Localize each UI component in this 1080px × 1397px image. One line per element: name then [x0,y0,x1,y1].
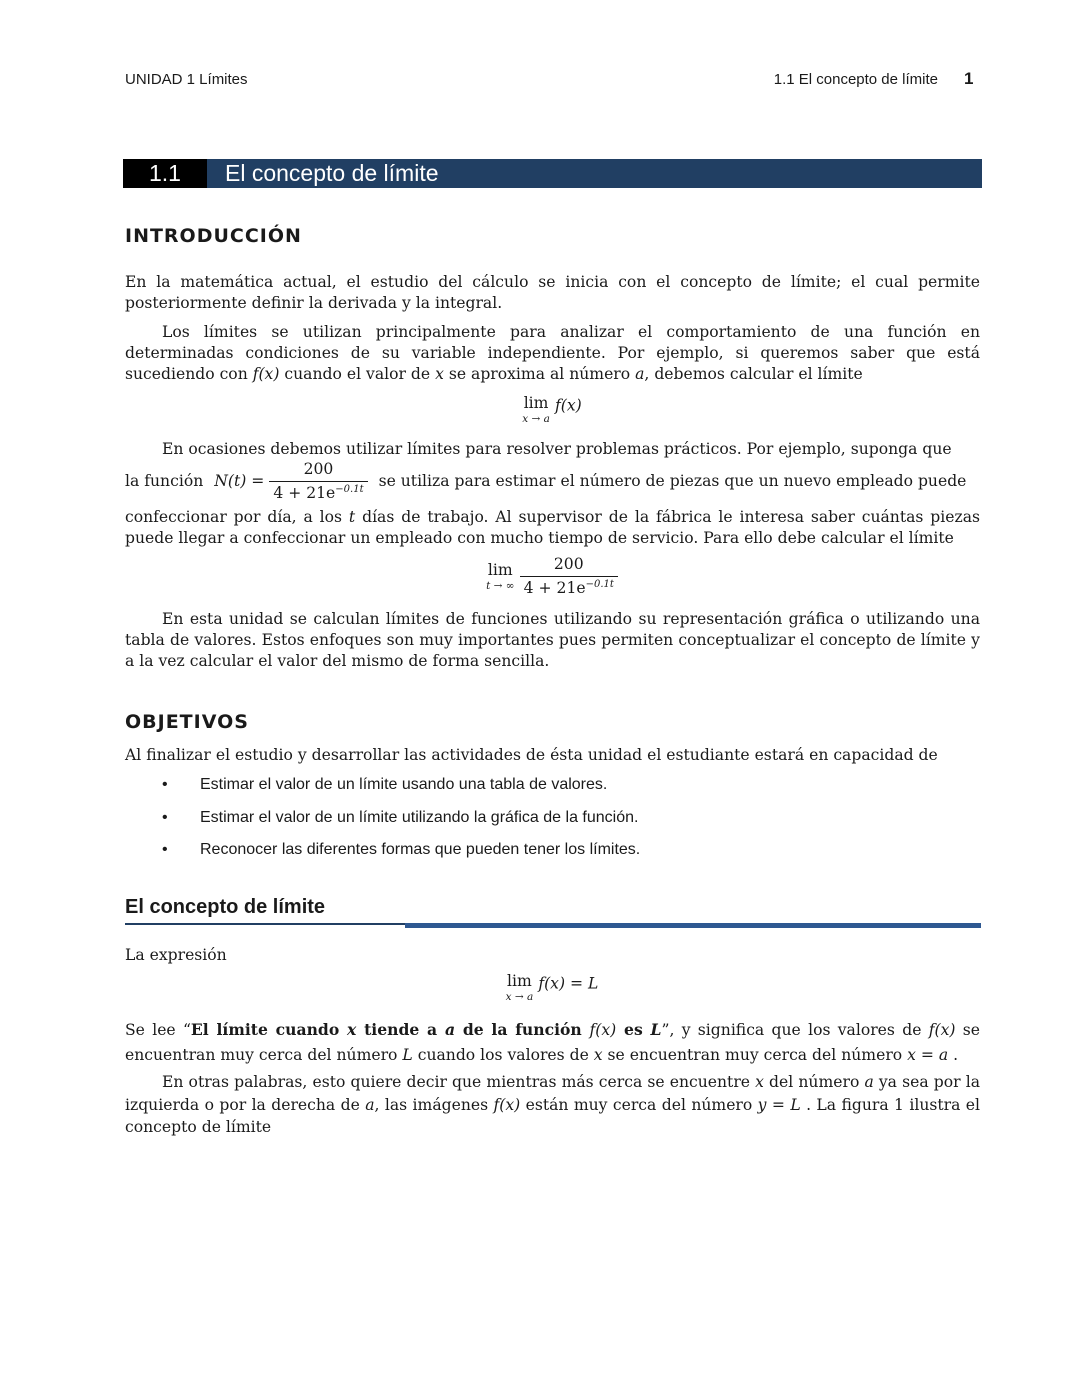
equation-limit-equals-L: lim x → a f(x) = L [505,972,599,1003]
page-number: 1 [964,69,974,88]
objetivos-intro: Al finalizar el estudio y desarrollar las actividades de ésta unidad el estudiante estará en capacidad de [125,746,938,764]
concepto-paragraph-1: La expresión [125,946,227,964]
list-item: • Estimar el valor de un límite utilizando la gráfica de la función. [125,809,980,842]
running-header-section: 1.1 El concepto de límite [773,71,938,88]
heading-el-concepto-de-limite: El concepto de límite [125,896,326,918]
heading-rule-blue [405,923,981,928]
list-item: • Estimar el valor de un límite usando una tabla de valores. [125,776,980,809]
equation-limit-t-to-infinity: lim t → ∞ $\frac{200}{4 + 21e^{-0.1t}}$ [0,556,1080,598]
running-header-unit: UNIDAD 1 Límites [125,71,248,88]
intro-paragraph-1: En la matemática actual, el estudio del cálculo se inicia con el concepto de límite; el cual permite posteriormente definir la derivada y la integral. [125,273,980,312]
intro-paragraph-3-rest: confeccionar por día, a los t días de trabajo. Al supervisor de la fábrica le interesa saber cuántas piezas puede llegar a confeccionar un empleado con mucho tiempo de servicio. Para ello debe calcular el límite [125,508,980,547]
fraction-N-of-t: $\frac{200}{4 + 21e^{-0.1t}}$ [269,461,367,503]
intro-paragraph-3-function: la función N(t) = $\frac{200}{4 + 21e^{-0.1t}}$ se utiliza para estimar el número de piezas que un nuevo empleado puede [125,460,967,503]
equation-limit-x-to-a: lim x → a f(x) [522,394,582,425]
objetivos-list [125,776,980,874]
concepto-paragraph-3: En otras palabras, esto quiere decir que mientras más cerca se encuentre x del número a ya sea por la izquierda o por la derecha de a, las imágenes f(x) están muy cerca del número y = L . La figura 1 ilustra el concepto de límite [125,1073,981,1136]
heading-objetivos: OBJETIVOS [125,711,249,733]
concepto-paragraph-2: Se lee “El límite cuando x tiende a a de la función f(x) es L”, y significa que los valores de f(x) se encuentran muy cerca del número L cuando los valores de x se encuentran muy cerca del número x = a . [125,1020,980,1064]
heading-introduccion: INTRODUCCIÓN [125,225,302,247]
section-title: El concepto de límite [225,160,439,186]
intro-paragraph-4: En esta unidad se calculan límites de funciones utilizando su representación gráfica o utilizando una tabla de valores. Estos enfoques son muy importantes pues permiten conceptualizar el concepto de límite y a la vez calcular el valor del mismo de forma sencilla. [125,610,980,670]
intro-paragraph-2: Los límites se utilizan principalmente para analizar el comportamiento de una función en determinadas condiciones de su variable independiente. Por ejemplo, si queremos saber que está sucediendo con f(x) cuando el valor de x se aproxima al número a, debemos calcular el límite [125,323,980,383]
heading-rule-dark [125,923,405,925]
list-item: • Reconocer las diferentes formas que pueden tener los límites. [125,841,980,874]
section-number: 1.1 [123,159,207,188]
intro-paragraph-3-line1: En ocasiones debemos utilizar límites para resolver problemas prácticos. Por ejemplo, suponga que [162,440,952,458]
